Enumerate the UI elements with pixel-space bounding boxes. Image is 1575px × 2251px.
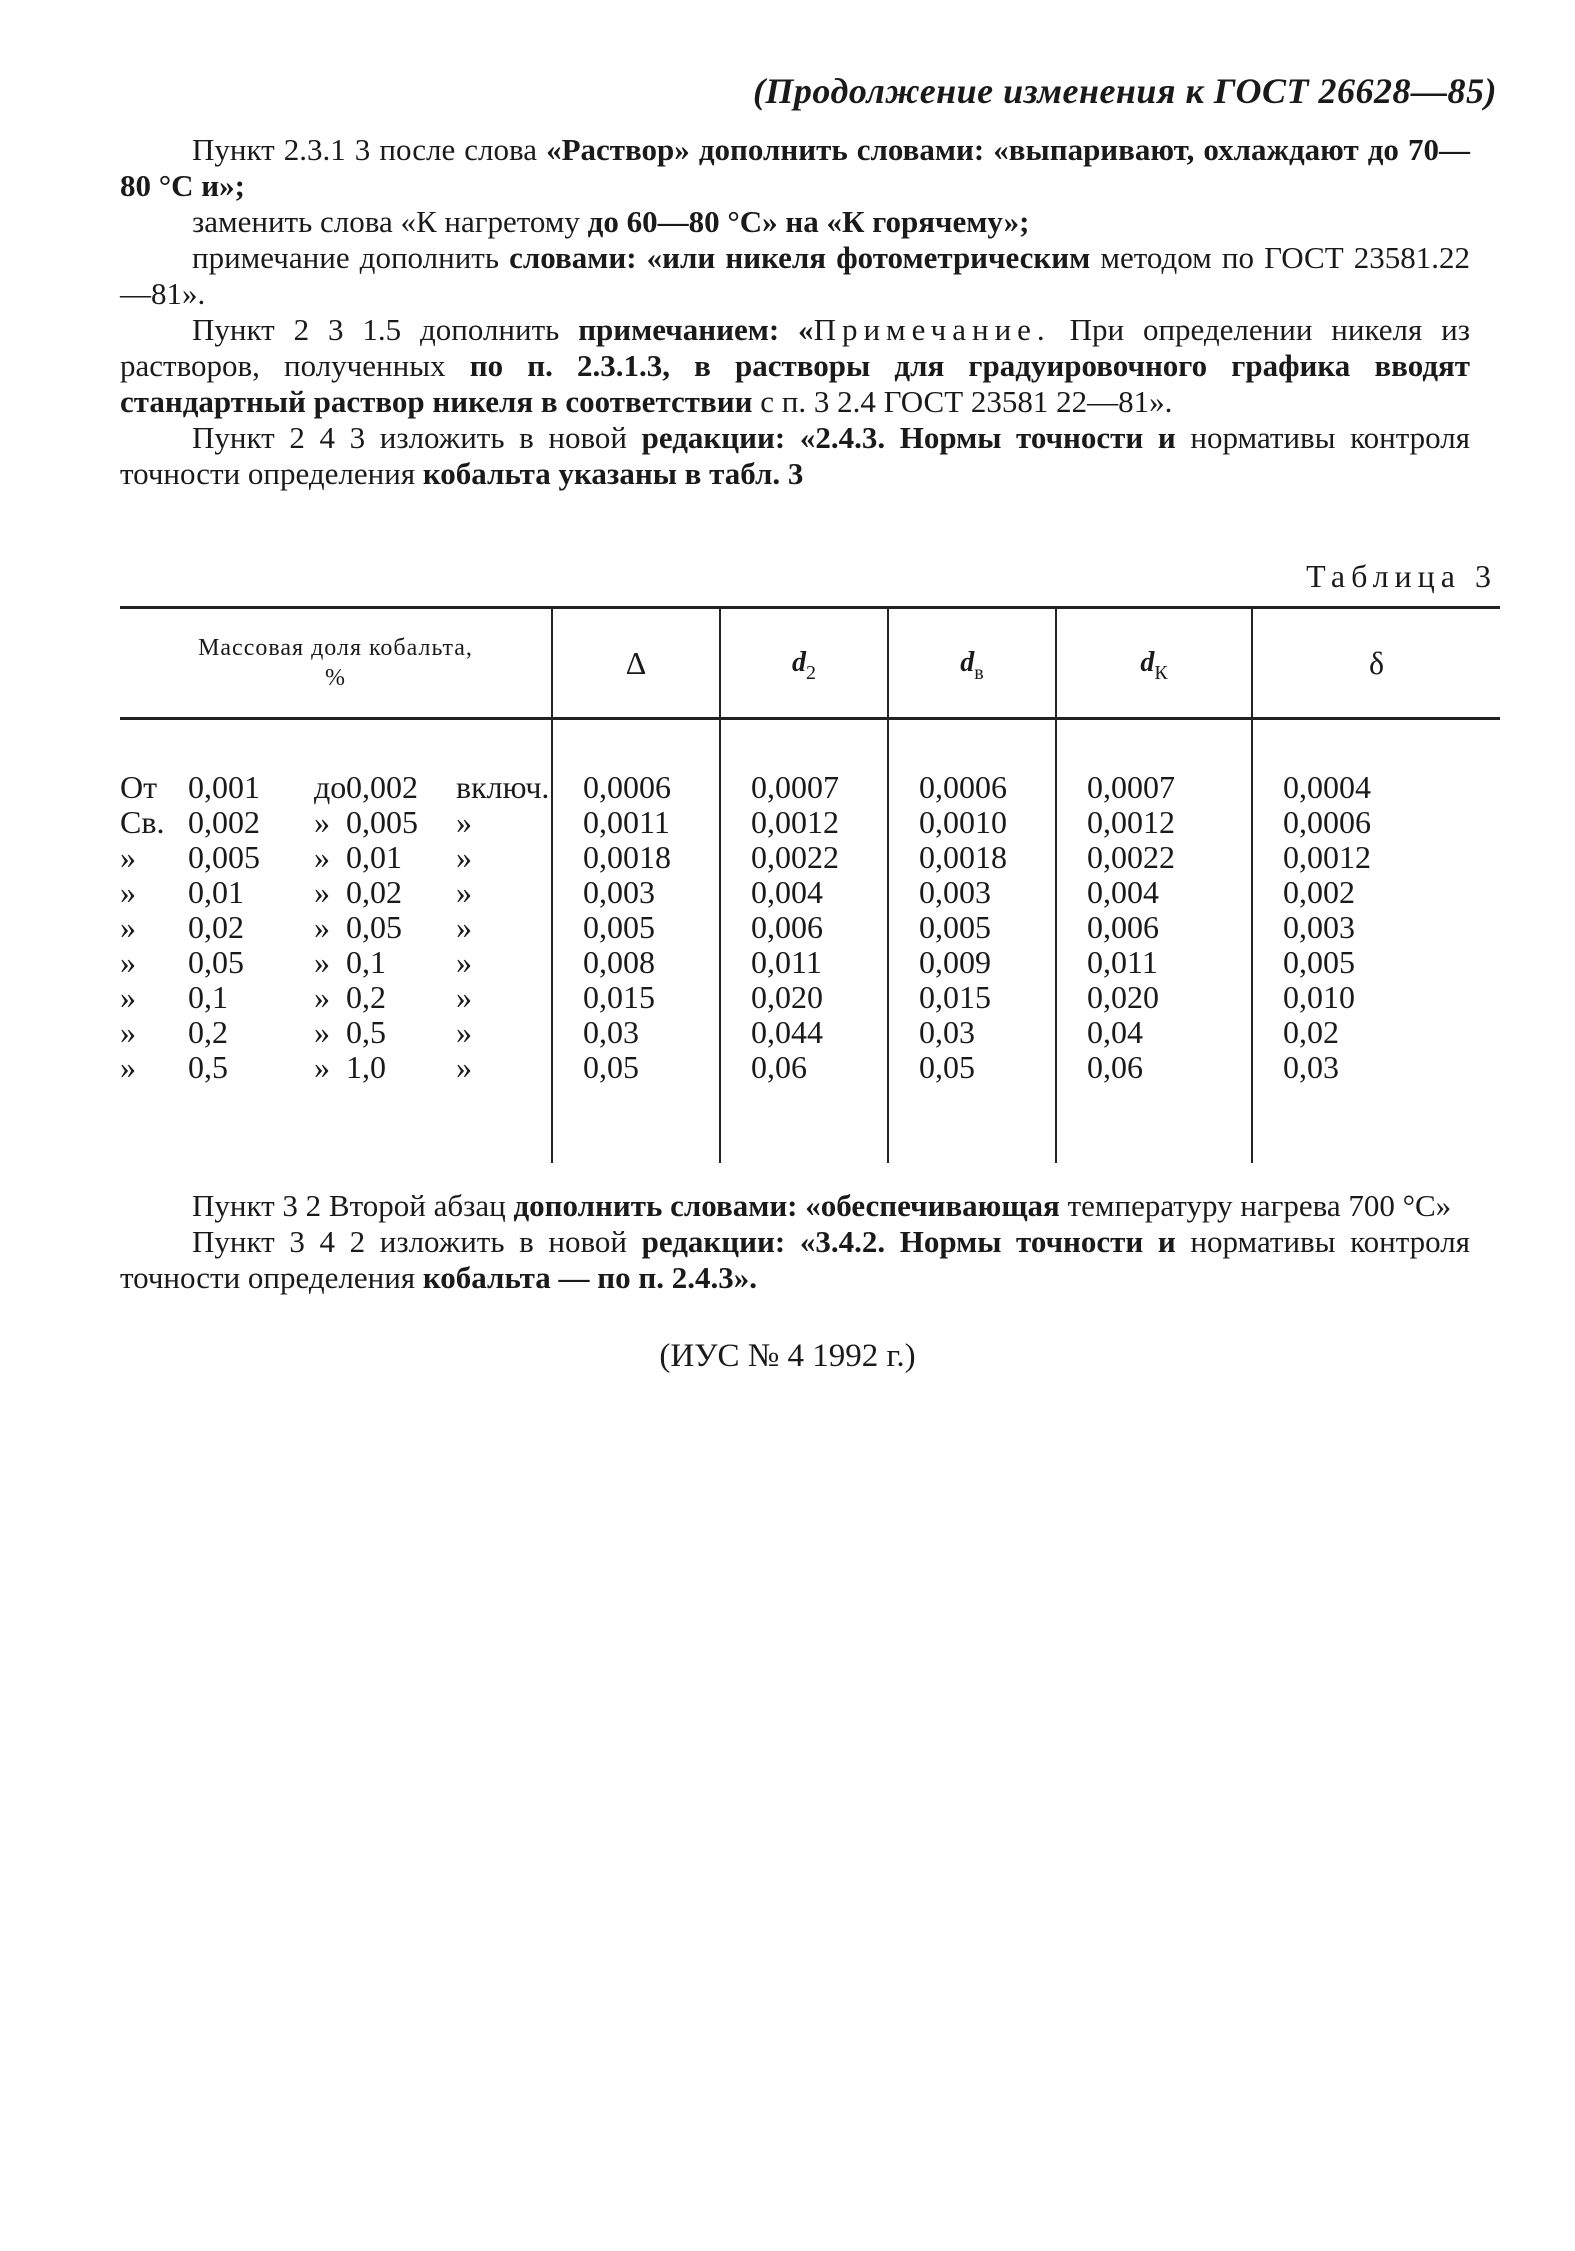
range-low: 0,1 xyxy=(188,979,228,1015)
range-prefix: От xyxy=(120,769,158,805)
cell-dv: 0,0010 xyxy=(888,805,1056,840)
p6-text-b: дополнить словами: «обеспечивающая xyxy=(513,1188,1060,1223)
range-suffix: » xyxy=(456,804,472,840)
cell-d2: 0,0012 xyxy=(720,805,888,840)
range-suffix: » xyxy=(456,1014,472,1050)
cell-dv: 0,0006 xyxy=(888,770,1056,805)
cell-dk: 0,0007 xyxy=(1056,770,1252,805)
header-mass-fraction xyxy=(120,608,552,719)
cell-dk: 0,06 xyxy=(1056,1050,1252,1085)
page-header: (Продолжение изменения к ГОСТ 26628—85) xyxy=(752,71,1497,111)
cell-d2: 0,06 xyxy=(720,1050,888,1085)
p3-text-a: примечание дополнить xyxy=(192,240,510,275)
paragraph-3-4-2 xyxy=(120,1224,1470,1296)
range-high: 0,1 xyxy=(346,944,386,980)
table-spacer-bottom xyxy=(120,1085,1500,1163)
range-low: 0,2 xyxy=(188,1014,228,1050)
p5-text-b: редакции: «2.4.3. Нормы точности и xyxy=(641,420,1176,455)
cell-range xyxy=(120,1015,552,1050)
cell-d2: 0,0022 xyxy=(720,840,888,875)
cell-delta-small: 0,0006 xyxy=(1252,805,1500,840)
range-value xyxy=(120,840,551,875)
range-low: 0,001 xyxy=(188,769,260,805)
range-value xyxy=(120,875,551,910)
cell-range xyxy=(120,875,552,910)
cell-dv: 0,05 xyxy=(888,1050,1056,1085)
paragraph-replace-words xyxy=(120,204,1470,240)
range-high-prefix: до xyxy=(314,769,347,805)
p5-text-d: кобальта указаны в табл. 3 xyxy=(422,456,804,491)
p2-text-b: до 60—80 °С» на «К горячему»; xyxy=(587,204,1030,239)
header-dk-subscript: К xyxy=(1154,661,1168,684)
range-low: 0,05 xyxy=(188,944,244,980)
range-suffix: включ. xyxy=(456,769,550,805)
range-low: 0,02 xyxy=(188,909,244,945)
range-prefix: » xyxy=(120,909,136,945)
range-high-prefix: » xyxy=(314,909,330,945)
range-prefix: Св. xyxy=(120,804,165,840)
range-prefix: » xyxy=(120,979,136,1015)
range-prefix: » xyxy=(120,1049,136,1085)
cell-delta-small: 0,0004 xyxy=(1252,770,1500,805)
table-row xyxy=(120,945,1500,980)
range-high: 0,002 xyxy=(346,769,418,805)
cell-dv: 0,005 xyxy=(888,910,1056,945)
p7-text-c: нормативы контроля точности определения xyxy=(120,1224,1470,1295)
range-high-prefix: » xyxy=(314,874,330,910)
range-suffix: » xyxy=(456,944,472,980)
p4-text-e: по п. 2.3.1.3, в растворы для градуировочного графика вводят стандартный раствор никеля в соответствии xyxy=(120,348,1470,419)
cell-delta-small: 0,0012 xyxy=(1252,840,1500,875)
p1-text-b: «Раствор» дополнить словами: «выпаривают, охлаждают до 70—80 °С и»; xyxy=(120,132,1470,203)
table-row xyxy=(120,840,1500,875)
table-row xyxy=(120,770,1500,805)
header-delta-symbol: Δ xyxy=(625,644,647,681)
cell-dv: 0,03 xyxy=(888,1015,1056,1050)
p7-text-d: кобальта — по п. 2.4.3». xyxy=(422,1260,757,1295)
header-dv-subscript: в xyxy=(974,661,984,684)
range-value xyxy=(120,1015,551,1050)
range-prefix: » xyxy=(120,874,136,910)
cell-d2: 0,004 xyxy=(720,875,888,910)
paragraph-2-4-3 xyxy=(120,420,1470,492)
cell-dk: 0,004 xyxy=(1056,875,1252,910)
cell-delta: 0,05 xyxy=(552,1050,720,1085)
range-high: 0,5 xyxy=(346,1014,386,1050)
p4-text-b: примечанием: « xyxy=(578,312,814,347)
range-value xyxy=(120,805,551,840)
cell-delta-small: 0,010 xyxy=(1252,980,1500,1015)
cell-delta-small: 0,03 xyxy=(1252,1050,1500,1085)
range-high: 1,0 xyxy=(346,1049,386,1085)
range-value xyxy=(120,1050,551,1085)
p4-text-f: с п. 3 2.4 ГОСТ 23581 22—81». xyxy=(752,384,1173,419)
paragraph-2-3-1-3 xyxy=(120,132,1470,204)
p5-text-c: нормативы контроля точности определения xyxy=(120,420,1470,491)
header-delta xyxy=(552,608,720,719)
range-high-prefix: » xyxy=(314,1049,330,1085)
range-low: 0,01 xyxy=(188,874,244,910)
table-row xyxy=(120,910,1500,945)
table-row xyxy=(120,980,1500,1015)
header-dk xyxy=(1056,608,1252,719)
cell-dv: 0,009 xyxy=(888,945,1056,980)
header-d2-subscript: 2 xyxy=(806,661,816,684)
cell-range xyxy=(120,945,552,980)
range-value xyxy=(120,980,551,1015)
cell-dv: 0,003 xyxy=(888,875,1056,910)
paragraph-3-2 xyxy=(120,1188,1470,1224)
cell-d2: 0,006 xyxy=(720,910,888,945)
cell-delta: 0,0006 xyxy=(552,770,720,805)
cell-delta: 0,008 xyxy=(552,945,720,980)
table-row xyxy=(120,1015,1500,1050)
header-dv-symbol: d xyxy=(960,646,975,678)
header-d2 xyxy=(720,608,888,719)
p7-text-b: редакции: «3.4.2. Нормы точности и xyxy=(641,1224,1176,1259)
range-suffix: » xyxy=(456,874,472,910)
cell-d2: 0,011 xyxy=(720,945,888,980)
table-header-row xyxy=(120,608,1500,719)
cell-dk: 0,0022 xyxy=(1056,840,1252,875)
range-prefix: » xyxy=(120,944,136,980)
range-high-prefix: » xyxy=(314,839,330,875)
range-high: 0,05 xyxy=(346,909,402,945)
range-value xyxy=(120,910,551,945)
range-prefix: » xyxy=(120,839,136,875)
range-suffix: » xyxy=(456,979,472,1015)
cell-delta: 0,015 xyxy=(552,980,720,1015)
cell-range xyxy=(120,980,552,1015)
range-high-prefix: » xyxy=(314,944,330,980)
range-high: 0,01 xyxy=(346,839,402,875)
header-mass-fraction-unit: % xyxy=(325,665,346,691)
table-spacer-top xyxy=(120,719,1500,771)
range-prefix: » xyxy=(120,1014,136,1050)
range-high: 0,2 xyxy=(346,979,386,1015)
cell-dk: 0,011 xyxy=(1056,945,1252,980)
cell-delta: 0,03 xyxy=(552,1015,720,1050)
cell-range xyxy=(120,1050,552,1085)
p4-text-d: При определении никеля из растворов, полученных xyxy=(120,312,1470,383)
range-low: 0,005 xyxy=(188,839,260,875)
cell-dv: 0,015 xyxy=(888,980,1056,1015)
cell-range xyxy=(120,805,552,840)
cell-delta-small: 0,02 xyxy=(1252,1015,1500,1050)
cell-delta-small: 0,005 xyxy=(1252,945,1500,980)
p4-text-a: Пункт 2 3 1.5 дополнить xyxy=(192,312,579,347)
cell-delta: 0,005 xyxy=(552,910,720,945)
header-dv xyxy=(888,608,1056,719)
range-high: 0,02 xyxy=(346,874,402,910)
text-block-bottom xyxy=(120,1188,1470,1296)
p6-text-a: Пункт 3 2 Второй абзац xyxy=(192,1188,514,1223)
p7-text-a: Пункт 3 4 2 изложить в новой xyxy=(192,1224,642,1259)
cell-d2: 0,044 xyxy=(720,1015,888,1050)
cell-dk: 0,020 xyxy=(1056,980,1252,1015)
cell-dk: 0,006 xyxy=(1056,910,1252,945)
header-delta-small xyxy=(1252,608,1500,719)
range-suffix: » xyxy=(456,909,472,945)
cell-delta-small: 0,003 xyxy=(1252,910,1500,945)
cell-dv: 0,0018 xyxy=(888,840,1056,875)
range-suffix: » xyxy=(456,839,472,875)
range-high: 0,005 xyxy=(346,804,418,840)
paragraph-note-addition xyxy=(120,240,1470,312)
range-low: 0,5 xyxy=(188,1049,228,1085)
source-footer: (ИУС № 4 1992 г.) xyxy=(659,1338,916,1374)
cell-delta-small: 0,002 xyxy=(1252,875,1500,910)
cell-range xyxy=(120,770,552,805)
p4-text-c: Примечание. xyxy=(813,312,1051,347)
p1-text-a: Пункт 2.3.1 3 после слова xyxy=(192,132,547,167)
range-high-prefix: » xyxy=(314,979,330,1015)
table-row xyxy=(120,1050,1500,1085)
cell-delta: 0,0011 xyxy=(552,805,720,840)
header-mass-fraction-line1: Массовая доля кобальта, xyxy=(198,635,473,661)
header-delta-small-symbol: δ xyxy=(1368,644,1385,681)
p2-text-a: заменить слова «К нагретому xyxy=(192,204,588,239)
cell-range xyxy=(120,910,552,945)
table-row xyxy=(120,875,1500,910)
cell-dk: 0,04 xyxy=(1056,1015,1252,1050)
p3-text-b: словами: «или никеля фотометрическим xyxy=(509,240,1091,275)
p3-text-c: методом по ГОСТ 23581.22—81». xyxy=(120,240,1470,311)
range-high-prefix: » xyxy=(314,1014,330,1050)
accuracy-table xyxy=(120,606,1500,1163)
cell-delta: 0,003 xyxy=(552,875,720,910)
range-low: 0,002 xyxy=(188,804,260,840)
cell-delta: 0,0018 xyxy=(552,840,720,875)
range-value xyxy=(120,945,551,980)
cell-dk: 0,0012 xyxy=(1056,805,1252,840)
text-block-top xyxy=(120,132,1470,492)
p6-text-c: температуру нагрева 700 °С» xyxy=(1059,1188,1452,1223)
p5-text-a: Пункт 2 4 3 изложить в новой xyxy=(192,420,642,455)
table-title: Таблица 3 xyxy=(1306,558,1497,594)
cell-d2: 0,020 xyxy=(720,980,888,1015)
range-suffix: » xyxy=(456,1049,472,1085)
range-value xyxy=(120,770,551,805)
paragraph-2-3-1-5 xyxy=(120,312,1470,420)
table-row xyxy=(120,805,1500,840)
cell-range xyxy=(120,840,552,875)
header-dk-symbol: d xyxy=(1140,646,1155,678)
cell-d2: 0,0007 xyxy=(720,770,888,805)
range-high-prefix: » xyxy=(314,804,330,840)
header-d2-symbol: d xyxy=(792,646,806,678)
